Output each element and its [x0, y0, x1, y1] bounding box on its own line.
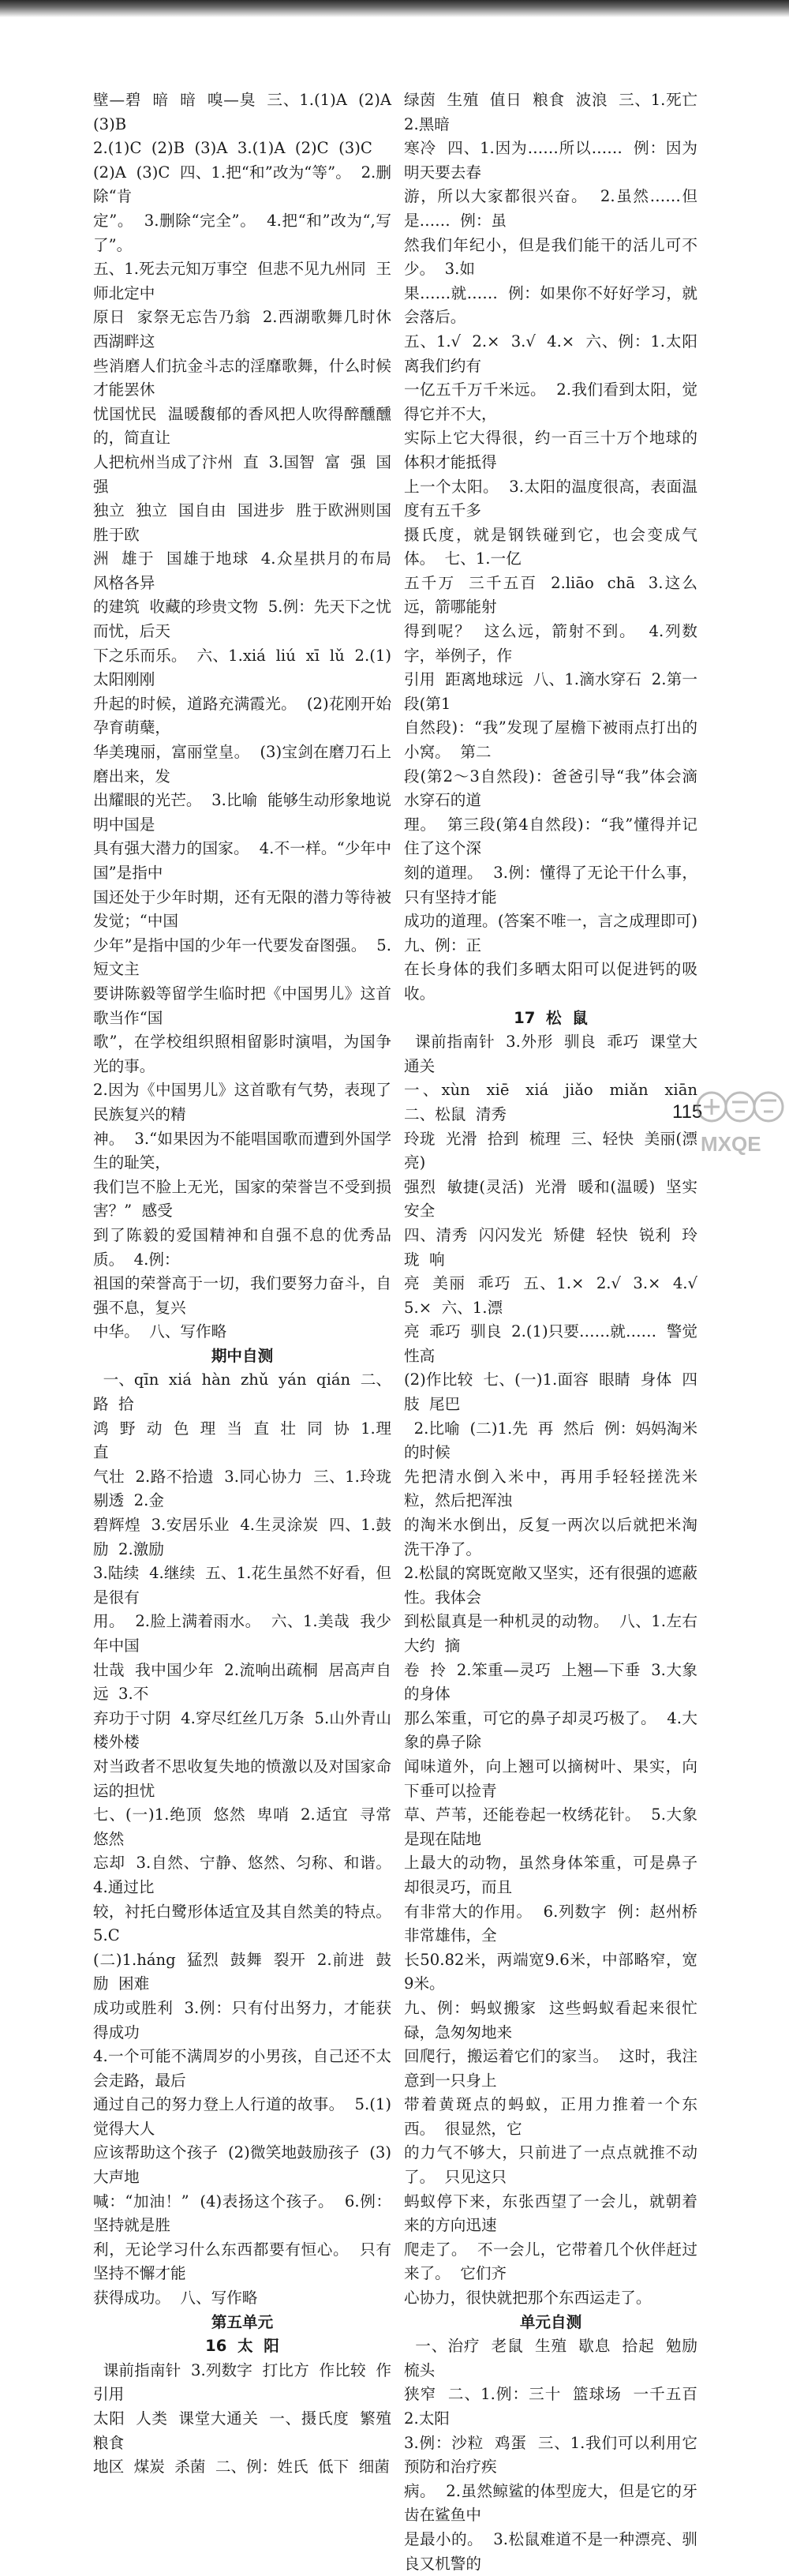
text-line: 地区 煤炭 杀菌 二、例：姓氏 低下 细菌 [93, 2458, 390, 2477]
text-line: 摄氏度，就是钢铁碰到它，也会变成气体。 七、1.一亿 [404, 525, 697, 568]
text-line: 游，所以大家都很兴奋。 2.虽然……但是…… 例：虽 [404, 187, 697, 230]
text-line: 获得成功。 八、写作略 [93, 2289, 258, 2308]
text-line: 七、(一)1.绝顶 悠然 卑哨 2.适宜 寻常 悠然 [93, 1805, 402, 1848]
text-line: 五千万 三千五百 2.liāo chā 3.这么远，箭哪能射 [404, 573, 697, 617]
text-line: 要讲陈毅等留学生临时把《中国男儿》这首歌当作“国 [93, 984, 391, 1027]
text-line: 课前指南针 3.外形 驯良 乖巧 课堂大通关 [404, 1033, 697, 1075]
left-column [93, 88, 402, 2480]
text-line: 2.因为《中国男儿》这首歌有气势，表现了民族复兴的精 [93, 1081, 391, 1123]
text-line: 鸿 野 动 色 理 当 直 壮 同 协 1.理直 [93, 1419, 391, 1462]
text-line: 壮哉 我中国少年 2.流响出疏桐 居高声自远 3.不 [93, 1660, 391, 1704]
text-line: 是最小的。 3.松鼠难道不是一种漂亮、驯良又机警的 [404, 2529, 697, 2573]
text-line: 定”。 3.删除“完全”。 4.把“和”改为“,写了”。 [93, 211, 391, 254]
text-line: 寒冷 四、1.因为……所以…… 例：因为明天要去春 [404, 139, 697, 182]
right-column [404, 88, 708, 2576]
text-line: 理。 第三段(第4自然段)：“我”懂得并记住了这个深 [404, 815, 697, 858]
text-line: (2)A (3)C 四、1.把“和”改为“等”。 2.删除“肯 [93, 163, 391, 206]
text-line: 我们岂不脸上无光，国家的荣誉岂不受到损害？” 感受 [93, 1177, 391, 1221]
text-line: 的力气不够大，只前进了一点点就推不动了。 只见这只 [404, 2143, 697, 2187]
text-line: 上一个太阳。 3.太阳的温度很高，表面温度有五千多 [404, 477, 697, 520]
text-line: 少年”是指中国的少年一代要发奋图强。 5.短文主 [93, 936, 391, 979]
text-line: 2.松鼠的窝既宽敞又坚实，还有很强的遮蔽性。我体会 [404, 1564, 697, 1607]
page-number: 115 [672, 1101, 703, 1123]
text-line: 些消磨人们抗金斗志的淫靡歌舞，什么时候才能罢休 [93, 356, 391, 399]
section-heading: 17 松 鼠 [514, 1008, 588, 1027]
scan-edge [0, 0, 789, 17]
text-line: 一亿五千万千米远。 2.我们看到太阳，觉得它并不大， [404, 381, 697, 423]
text-line: 病。 2.虽然鲸鲨的体型庞大，但是它的牙齿在鲨鱼中 [404, 2481, 697, 2525]
text-line: 四、清秀 闪闪发光 矫健 轻快 锐利 玲珑 响 [404, 1225, 697, 1269]
text-line: 玲珑 光滑 拾到 梳理 三、轻快 美丽(漂亮) [404, 1129, 697, 1172]
text-line: 具有强大潜力的国家。 4.不一样。“少年中国”是指中 [93, 839, 391, 882]
text-line: 华美瑰丽，富丽堂皇。 (3)宝剑在磨刀石上磨出来，发 [93, 743, 391, 786]
text-line: 的建筑 收藏的珍贵文物 5.例：先天下之忧而忧，后天 [93, 598, 391, 641]
text-line: 课前指南针 3.列数字 打比方 作比较 作引用 [93, 2360, 391, 2404]
text-line: 3.陆续 4.继续 五、1.花生虽然不好看，但是很有 [93, 1564, 391, 1607]
text-line: 在长身体的我们多晒太阳可以促进钙的吸收。 [404, 960, 697, 1003]
text-line: 卷 拎 2.笨重—灵巧 上翘—下垂 3.大象的身体 [404, 1660, 697, 1704]
text-line: 心协力，很快就把那个东西运走了。 [404, 2289, 652, 2308]
text-line: 原日 家祭无忘告乃翁 2.西湖歌舞几时休 西湖畔这 [93, 308, 402, 351]
text-line: 实际上它大得很，约一百三十万个地球的体积才能抵得 [404, 429, 697, 471]
text-line: 到松鼠真是一种机灵的动物。 八、1.左右 大约 摘 [404, 1612, 708, 1655]
watermark-logo [696, 1088, 784, 1164]
text-line: 刻的道理。 3.例：懂得了无论干什么事，只有坚持才能 [404, 864, 697, 906]
text-line: 较，衬托白鹭形体适宜及其自然美的特点。 5.C [93, 1902, 402, 1945]
text-line: 人把杭州当成了汴州 直 3.国智 富 强 国强 [93, 452, 391, 496]
text-line: 太阳 人类 课堂大通关 一、摄氏度 繁殖 粮食 [93, 2409, 402, 2452]
text-line: 自然段)：“我”发现了屋檐下被雨点打出的小窝。 第二 [404, 718, 697, 762]
text-line: 然我们年纪小，但是我们能干的活儿可不少。 3.如 [404, 235, 697, 279]
text-line: 上最大的动物，虽然身体笨重，可是鼻子却很灵巧，而且 [404, 1854, 697, 1896]
section-heading: 16 太 阳 [205, 2337, 279, 2356]
text-line: 到了陈毅的爱国精神和自强不息的优秀品质。 4.例： [93, 1225, 391, 1269]
text-line: 引用 距离地球远 八、1.滴水穿石 2.第一段(第1 [404, 670, 697, 713]
section-heading: 期中自测 [211, 1346, 274, 1365]
text-line: 对当政者不思收复失地的愤激以及对国家命运的担忧 [93, 1757, 391, 1800]
text-line: 回爬行，搬运着它们的家当。 这时，我注意到一只身上 [404, 2047, 697, 2090]
section-heading: 单元自测 [519, 2312, 582, 2331]
text-line: 狭窄 二、1.例：三十 篮球场 一千五百 2.太阳 [404, 2385, 708, 2428]
text-line: 忧国忧民 温暖馥郁的香风把人吹得醉醺醺的，简直让 [93, 404, 391, 448]
text-line: 中华。 八、写作略 [93, 1322, 227, 1341]
text-line: 2.比喻 (二)1.先 再 然后 例：妈妈淘米的时候 [404, 1419, 697, 1462]
text-line: (2)作比较 七、(一)1.面容 眼睛 身体 四肢 尾巴 [404, 1370, 697, 1414]
text-line: 通过自己的努力登上人行道的故事。 5.(1)觉得大人 [93, 2095, 391, 2138]
text-line: 有非常大的作用。 6.列数字 例：赵州桥非常雄伟，全 [404, 1902, 697, 1945]
text-line: 歌”，在学校组织照相留影时演唱，为国争光的事。 [93, 1033, 391, 1075]
text-line: 九、例：蚂蚁搬家 这些蚂蚁看起来很忙碌，急匆匆地来 [404, 1998, 697, 2042]
text-line: 一、治疗 老鼠 生殖 歇息 拾起 勉励 梳头 [404, 2337, 708, 2379]
text-line: 成功或胜利 3.例：只有付出努力，才能获得成功 [93, 1998, 391, 2042]
text-line: 段(第2～3自然段)：爸爸引导“我”体会滴水穿石的道 [404, 767, 697, 810]
text-line: 气壮 2.路不拾遗 3.同心协力 三、1.玲珑剔透 2.金 [93, 1467, 391, 1510]
text-line: 利，无论学习什么东西都要有恒心。 只有坚持不懈才能 [93, 2240, 391, 2283]
text-line: 亮 乖巧 驯良 2.(1)只要……就…… 警觉性高 [404, 1322, 697, 1365]
text-line: 强烈 敏捷(灵活) 光滑 暖和(温暖) 坚实 安全 [404, 1177, 708, 1221]
text-line: 绿茵 生殖 值日 粮食 波浪 三、1.死亡 2.黑暗 [404, 91, 708, 133]
text-line: 用。 2.脸上满着雨水。 六、1.美哉 我少年中国 [93, 1612, 391, 1655]
text-line: 4.一个可能不满周岁的小男孩，自己还不太会走路，最后 [93, 2047, 391, 2090]
text-line: 升起的时候，道路充满霞光。 (2)花刚开始孕育萌蘖， [93, 694, 391, 737]
text-line: 下之乐而乐。 六、1.xiá liú xī lǔ 2.(1)太阳刚刚 [93, 646, 391, 689]
text-line: 壁—碧 暗 暗 嗅—臭 三、1.(1)A (2)A (3)B [93, 91, 402, 133]
text-line: 一、qīn xiá hàn zhǔ yán qián 二、路 拾 [93, 1370, 391, 1414]
text-line: 碧辉煌 3.安居乐业 4.生灵涂炭 四、1.鼓励 2.激励 [93, 1516, 391, 1558]
text-line: 果……就…… 例：如果你不好好学习，就会落后。 [404, 283, 697, 327]
text-line: 弃功于寸阴 4.穿尽红丝几万条 5.山外青山楼外楼 [93, 1708, 391, 1752]
text-line: 国还处于少年时期，还有无限的潜力等待被发觉；“中国 [93, 887, 391, 931]
text-line: 喊：“加油！” (4)表扬这个孩子。 6.例：坚持就是胜 [93, 2192, 391, 2235]
text-line: 的淘米水倒出，反复一两次以后就把米淘洗干净了。 [404, 1516, 697, 1558]
text-line: 那么笨重，可它的鼻子却灵巧极了。 4.大象的鼻子除 [404, 1708, 697, 1752]
text-line: 洲 雄于 国雄于地球 4.众星拱月的布局 风格各异 [93, 549, 402, 592]
text-line: 先把清水倒入米中，再用手轻轻搓洗米粒，然后把浑浊 [404, 1467, 697, 1510]
text-line: 闻味道外，向上翘可以摘树叶、果实，向下垂可以捡青 [404, 1757, 697, 1800]
text-line: 2.(1)C (2)B (3)A 3.(1)A (2)C (3)C [93, 139, 372, 158]
section-heading: 第五单元 [211, 2312, 274, 2331]
text-line: 得到呢？ 这么远，箭射不到。 4.列数字，举例子，作 [404, 622, 697, 665]
text-line: 神。 3.“如果因为不能唱国歌而遭到外国学生的耻笑， [93, 1129, 391, 1172]
text-line: 带着黄斑点的蚂蚁，正用力推着一个东西。 很显然，它 [404, 2095, 697, 2138]
text-line: (二)1.háng 猛烈 鼓舞 裂开 2.前进 鼓励 困难 [93, 1950, 391, 1993]
text-line: 祖国的荣誉高于一切，我们要努力奋斗，自强不息，复兴 [93, 1274, 391, 1317]
text-line: 忘却 3.自然、宁静、悠然、匀称、和谐。 4.通过比 [93, 1854, 402, 1896]
text-line: 出耀眼的光芒。 3.比喻 能够生动形象地说明中国是 [93, 791, 391, 834]
text-line: 独立 独立 国自由 国进步 胜于欧洲则国胜于欧 [93, 501, 391, 544]
text-line: 爬走了。 不一会儿，它带着几个伙伴赶过来了。 它们齐 [404, 2240, 697, 2283]
text-line: 五、1.√ 2.× 3.√ 4.× 六、例：1.太阳离我们约有 [404, 332, 697, 375]
text-line: 长50.82米，两端宽9.6米，中部略窄，宽9米。 [404, 1950, 697, 1993]
text-line: 亮 美丽 乖巧 五、1.× 2.√ 3.× 4.√ 5.× 六、1.漂 [404, 1274, 708, 1317]
text-line: 3.例：沙粒 鸡蛋 三、1.我们可以利用它预防和治疗疾 [404, 2433, 697, 2477]
text-line: 一、xùn xiē xiá jiǎo miǎn xiān 二、松鼠 清秀 [404, 1081, 708, 1123]
text-line: 应该帮助这个孩子 (2)微笑地鼓励孩子 (3)大声地 [93, 2143, 391, 2187]
text-line: 草、芦苇，还能卷起一枚绣花针。 5.大象是现在陆地 [404, 1805, 697, 1848]
text-line: 蚂蚁停下来，东张西望了一会儿，就朝着来的方向迅速 [404, 2192, 697, 2235]
text-line: 五、1.死去元知万事空 但悲不见九州同 王师北定中 [93, 260, 391, 302]
svg-text:MXQE: MXQE [701, 1132, 761, 1156]
text-line: 成功的道理。(答案不唯一，言之成理即可) 九、例：正 [404, 912, 708, 954]
